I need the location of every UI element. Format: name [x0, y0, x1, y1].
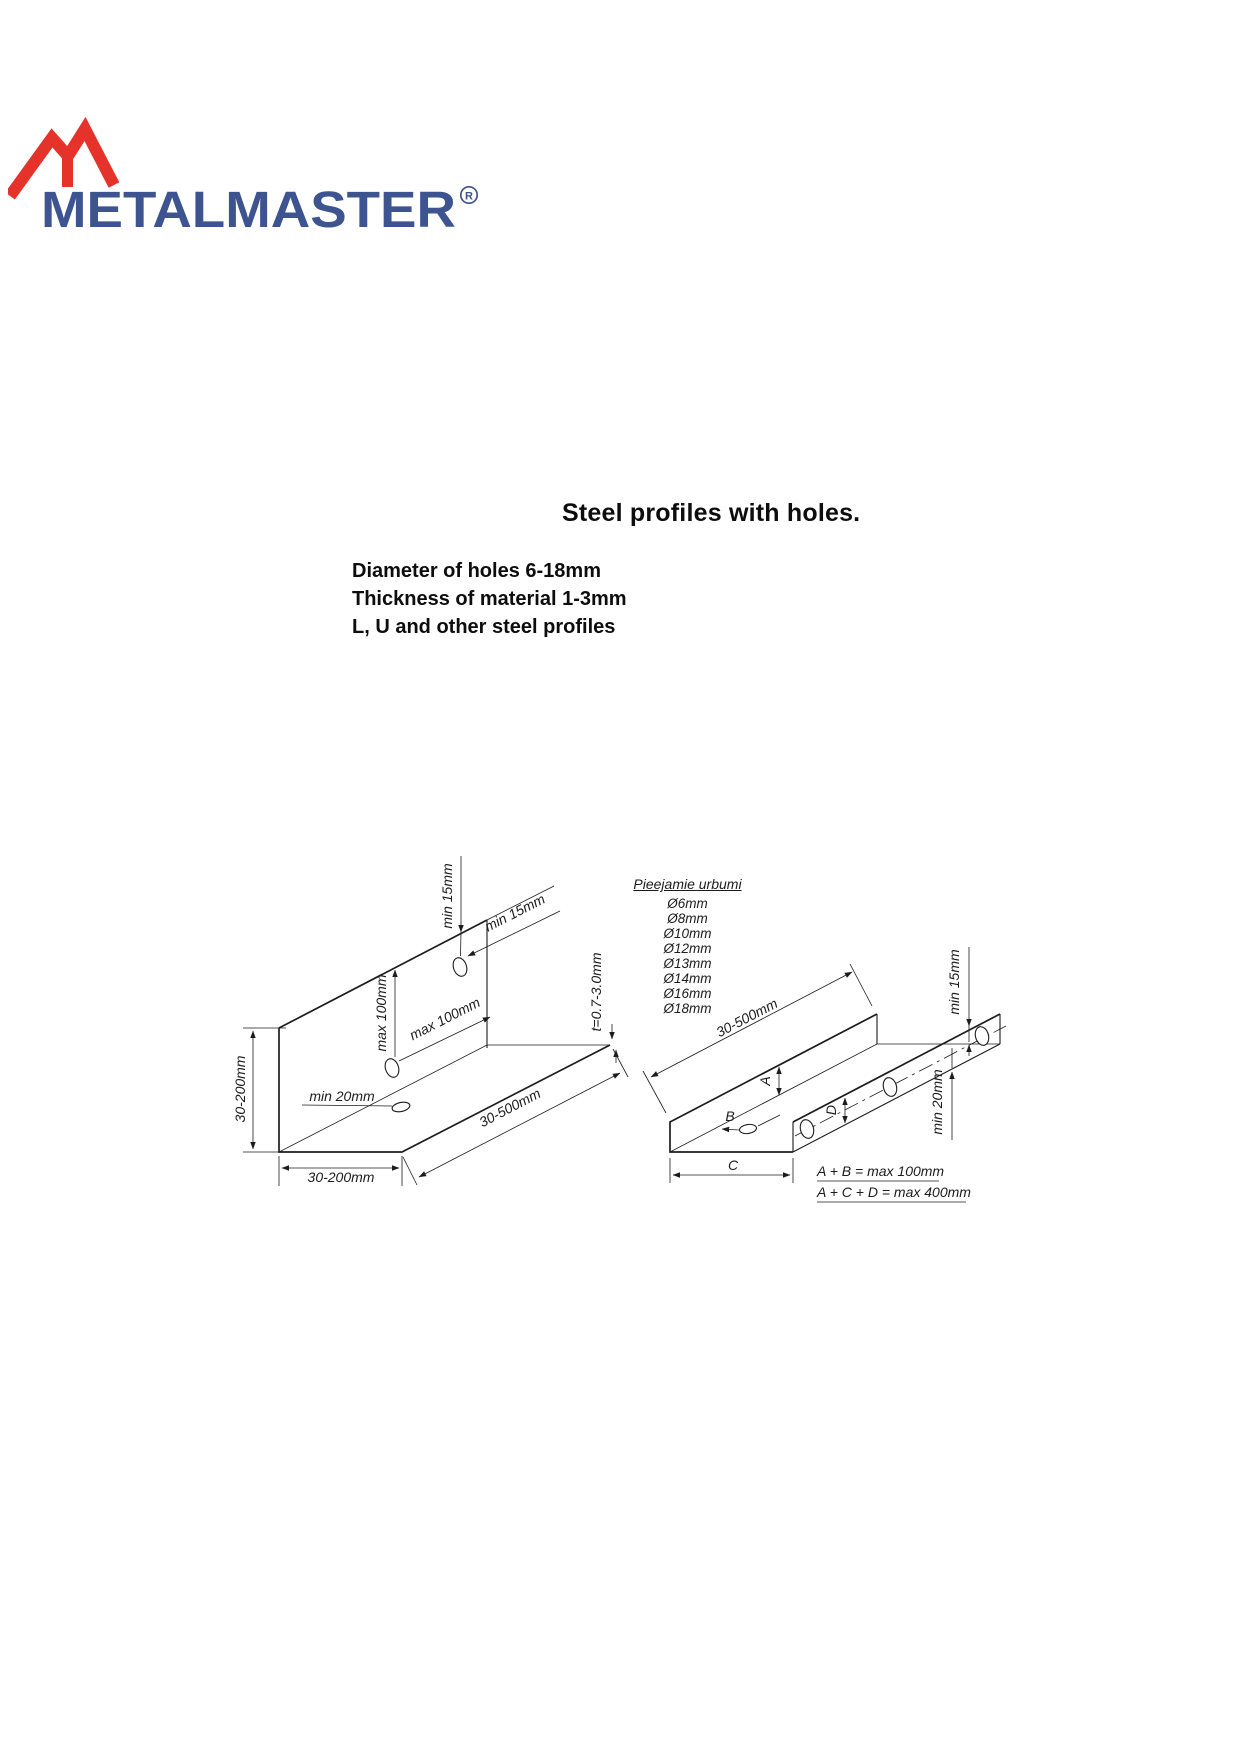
registered-trademark-icon: [461, 187, 477, 203]
drill-list-header: Pieejamie urbumi: [633, 876, 742, 892]
drill-size-item: Ø10mm: [663, 926, 712, 941]
formula-acd: A + C + D = max 400mm: [817, 1184, 971, 1200]
flange-hole-upper: [451, 956, 469, 978]
drill-size-item: Ø14mm: [663, 971, 712, 986]
drill-size-item: Ø16mm: [663, 986, 712, 1001]
u-length-ext-far: [850, 964, 872, 1006]
drill-size-item: Ø12mm: [663, 941, 712, 956]
web-hole-centerline-dash: [758, 1115, 780, 1126]
l-profile-drawing: [232, 856, 628, 1186]
brand-wordmark: METALMASTER: [41, 181, 457, 238]
technical-drawings: [180, 740, 1020, 1220]
u-profile-drawing: [643, 947, 1006, 1202]
formula-ab: A + B = max 100mm: [817, 1163, 945, 1179]
u-length-dim-line: [651, 972, 852, 1077]
length-ext-near: [403, 1157, 417, 1185]
max100-v-label: max 100mm: [373, 974, 389, 1052]
dim-d-label: D: [823, 1104, 839, 1116]
intro-line-diameter: Diameter of holes 6-18mm: [352, 560, 601, 582]
web-hole: [739, 1123, 757, 1134]
u-profile-fold-line: [670, 1044, 1000, 1152]
u-profile-right-wall-bottom-edge: [793, 1044, 1000, 1152]
min15-v-label: min 15mm: [439, 863, 455, 929]
page-title: Steel profiles with holes.: [562, 499, 861, 527]
thickness-label: t=0.7-3.0mm: [588, 952, 604, 1032]
wall-hole-middle: [881, 1076, 898, 1098]
u-min15-label: min 15mm: [946, 949, 962, 1015]
max100-d-label: max 100mm: [406, 993, 483, 1044]
length-dim-line: [419, 1073, 620, 1177]
flange-hole-lower: [383, 1057, 401, 1079]
dim-b-label: B: [725, 1108, 735, 1124]
length-dim-label: 30-500mm: [476, 1085, 544, 1131]
height-dim-label: 30-200mm: [232, 1055, 248, 1123]
intro-line-profiles: L, U and other steel profiles: [352, 616, 616, 638]
dim-a-label: A: [757, 1076, 773, 1086]
svg-text:R: R: [465, 190, 473, 203]
drill-size-item: Ø13mm: [663, 956, 712, 971]
metalmaster-logo: [8, 115, 498, 240]
u-profile-near-edges: [670, 1014, 877, 1152]
length-ext-far: [613, 1049, 628, 1077]
drill-size-item: Ø6mm: [667, 896, 708, 911]
drill-size-item: Ø18mm: [663, 1001, 712, 1016]
min20-leader-line: [302, 1105, 392, 1106]
dim-b-arrow: [722, 1129, 739, 1130]
intro-text: [352, 557, 627, 641]
drill-size-item: Ø8mm: [667, 911, 708, 926]
wall-hole-near: [798, 1118, 815, 1140]
u-length-dim-label: 30-500mm: [713, 995, 781, 1041]
u-length-ext-near: [643, 1071, 666, 1113]
min15-d-label: min 15mm: [481, 890, 548, 935]
width-dim-label: 30-200mm: [307, 1169, 375, 1185]
min20-label: min 20mm: [309, 1088, 375, 1104]
dim-c-label: C: [727, 1157, 739, 1173]
min15-v-dim-tail: [461, 932, 462, 956]
u-min20-label: min 20mm: [929, 1069, 945, 1135]
base-hole: [391, 1101, 410, 1114]
intro-line-thickness: Thickness of material 1-3mm: [352, 588, 627, 610]
holes-centerline: [795, 1026, 1006, 1136]
